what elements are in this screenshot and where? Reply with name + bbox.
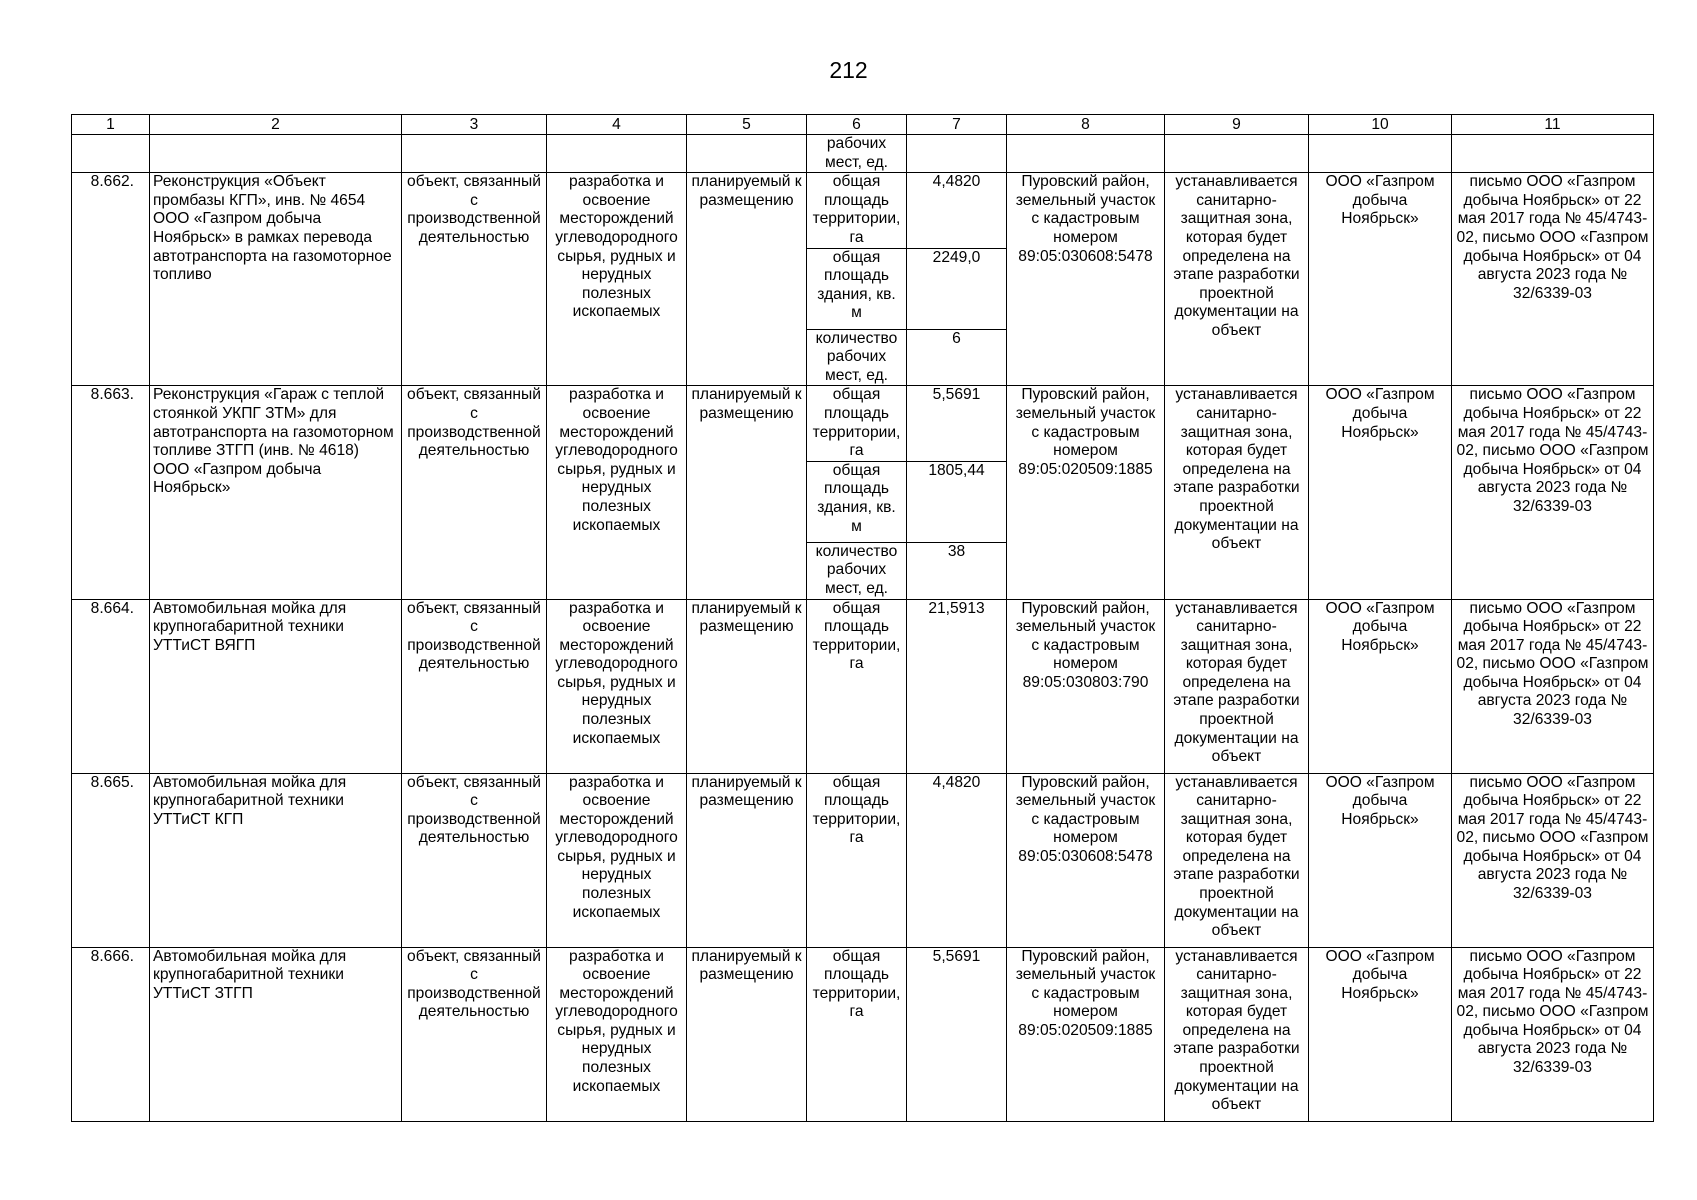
object-type: объект, связанный с производственной деятельностью: [402, 173, 547, 386]
basis-documents: письмо ООО «Газпром добыча Ноябрьск» от 22 мая 2017 года № 45/4743-02, письмо ООО «Газпром добыча Ноябрьск» от 04 августа 2023 года № 32/6339-03: [1452, 947, 1654, 1121]
column-number: 1: [72, 115, 150, 135]
row-number: 8.664.: [72, 599, 150, 773]
sanitary-zone: устанавливается санитарно-защитная зона, которая будет определена на этапе разработки проектной документации на объект: [1165, 773, 1309, 947]
param-value: 5,5691: [907, 386, 1007, 461]
column-number: 8: [1007, 115, 1165, 135]
object-status: планируемый к размещению: [687, 773, 807, 947]
object-type: объект, связанный с производственной деятельностью: [402, 386, 547, 599]
param-value: 2249,0: [907, 248, 1007, 329]
object-location: Пуровский район, земельный участок с кадастровым номером 89:05:030608:5478: [1007, 173, 1165, 386]
column-number: 9: [1165, 115, 1309, 135]
object-owner: ООО «Газпром добыча Ноябрьск»: [1309, 947, 1452, 1121]
object-owner: ООО «Газпром добыча Ноябрьск»: [1309, 173, 1452, 386]
object-location: Пуровский район, земельный участок с кадастровым номером 89:05:020509:1885: [1007, 947, 1165, 1121]
object-owner: ООО «Газпром добыча Ноябрьск»: [1309, 386, 1452, 599]
object-purpose: разработка и освоение месторождений углеводородного сырья, рудных и нерудных полезных ископаемых: [547, 947, 687, 1121]
param-label: общая площадь территории, га: [807, 773, 907, 947]
object-name: Автомобильная мойка для крупногабаритной техники УТТиСТ ВЯГП: [150, 599, 402, 773]
table-row: [72, 173, 1654, 248]
object-location: Пуровский район, земельный участок с кадастровым номером 89:05:030803:790: [1007, 599, 1165, 773]
object-name: Автомобильная мойка для крупногабаритной техники УТТиСТ КГП: [150, 773, 402, 947]
column-number: 5: [687, 115, 807, 135]
param-value: 5,5691: [907, 947, 1007, 1121]
table-cell: [402, 135, 547, 173]
param-value: 38: [907, 542, 1007, 599]
sanitary-zone: устанавливается санитарно-защитная зона, которая будет определена на этапе разработки проектной документации на объект: [1165, 386, 1309, 599]
object-purpose: разработка и освоение месторождений углеводородного сырья, рудных и нерудных полезных ископаемых: [547, 599, 687, 773]
basis-documents: письмо ООО «Газпром добыча Ноябрьск» от 22 мая 2017 года № 45/4743-02, письмо ООО «Газпром добыча Ноябрьск» от 04 августа 2023 года № 32/6339-03: [1452, 599, 1654, 773]
basis-documents: письмо ООО «Газпром добыча Ноябрьск» от 22 мая 2017 года № 45/4743-02, письмо ООО «Газпром добыча Ноябрьск» от 04 августа 2023 года № 32/6339-03: [1452, 386, 1654, 599]
object-name: Реконструкция «Объект промбазы КГП», инв. № 4654 ООО «Газпром добыча Ноябрьск» в рамках перевода автотранспорта на газомоторное топливо: [150, 173, 402, 386]
param-label: рабочих мест, ед.: [807, 135, 907, 173]
table-cell: [150, 135, 402, 173]
param-value: 4,4820: [907, 773, 1007, 947]
table-row: [72, 386, 1654, 461]
param-label: количество рабочих мест, ед.: [807, 329, 907, 386]
param-label: общая площадь здания, кв. м: [807, 248, 907, 329]
column-number: 3: [402, 115, 547, 135]
table-cell: [1309, 135, 1452, 173]
sanitary-zone: устанавливается санитарно-защитная зона, которая будет определена на этапе разработки проектной документации на объект: [1165, 947, 1309, 1121]
basis-documents: письмо ООО «Газпром добыча Ноябрьск» от 22 мая 2017 года № 45/4743-02, письмо ООО «Газпром добыча Ноябрьск» от 04 августа 2023 года № 32/6339-03: [1452, 173, 1654, 386]
param-label: общая площадь территории, га: [807, 386, 907, 461]
column-number: 10: [1309, 115, 1452, 135]
row-number: 8.665.: [72, 773, 150, 947]
table-cell: [1007, 135, 1165, 173]
table-body: [72, 115, 1654, 1122]
object-owner: ООО «Газпром добыча Ноябрьск»: [1309, 599, 1452, 773]
column-number: 11: [1452, 115, 1654, 135]
table-cell: [687, 135, 807, 173]
column-number: 7: [907, 115, 1007, 135]
param-label: общая площадь здания, кв. м: [807, 461, 907, 542]
table-cell: [72, 135, 150, 173]
param-label: общая площадь территории, га: [807, 173, 907, 248]
object-status: планируемый к размещению: [687, 599, 807, 773]
object-purpose: разработка и освоение месторождений углеводородного сырья, рудных и нерудных полезных ископаемых: [547, 386, 687, 599]
planned-objects-table: [71, 114, 1654, 1122]
column-number: 4: [547, 115, 687, 135]
row-number: 8.662.: [72, 173, 150, 386]
column-number: 2: [150, 115, 402, 135]
page-number: 212: [829, 57, 868, 83]
object-type: объект, связанный с производственной деятельностью: [402, 599, 547, 773]
param-value: 21,5913: [907, 599, 1007, 773]
table-cell: [1452, 135, 1654, 173]
param-label: количество рабочих мест, ед.: [807, 542, 907, 599]
table-cell: [1165, 135, 1309, 173]
object-name: Автомобильная мойка для крупногабаритной техники УТТиСТ ЗТГП: [150, 947, 402, 1121]
object-type: объект, связанный с производственной деятельностью: [402, 947, 547, 1121]
table-row: [72, 947, 1654, 1121]
row-number: 8.663.: [72, 386, 150, 599]
object-location: Пуровский район, земельный участок с кадастровым номером 89:05:020509:1885: [1007, 386, 1165, 599]
object-type: объект, связанный с производственной деятельностью: [402, 773, 547, 947]
object-purpose: разработка и освоение месторождений углеводородного сырья, рудных и нерудных полезных ископаемых: [547, 773, 687, 947]
object-owner: ООО «Газпром добыча Ноябрьск»: [1309, 773, 1452, 947]
table-cell: [907, 135, 1007, 173]
object-status: планируемый к размещению: [687, 173, 807, 386]
object-name: Реконструкция «Гараж с теплой стоянкой УКПГ ЗТМ» для автотранспорта на газомоторном топливе ЗТГП (инв. № 4618) ООО «Газпром добыча Ноябрьск»: [150, 386, 402, 599]
param-value: 6: [907, 329, 1007, 386]
param-value: 4,4820: [907, 173, 1007, 248]
table-row: [72, 773, 1654, 947]
sanitary-zone: устанавливается санитарно-защитная зона, которая будет определена на этапе разработки проектной документации на объект: [1165, 599, 1309, 773]
table-cell: [547, 135, 687, 173]
basis-documents: письмо ООО «Газпром добыча Ноябрьск» от 22 мая 2017 года № 45/4743-02, письмо ООО «Газпром добыча Ноябрьск» от 04 августа 2023 года № 32/6339-03: [1452, 773, 1654, 947]
object-status: планируемый к размещению: [687, 386, 807, 599]
table-row: [72, 599, 1654, 773]
object-status: планируемый к размещению: [687, 947, 807, 1121]
column-number-row: [72, 115, 1654, 135]
param-label: общая площадь территории, га: [807, 947, 907, 1121]
column-number: 6: [807, 115, 907, 135]
sanitary-zone: устанавливается санитарно-защитная зона, которая будет определена на этапе разработки проектной документации на объект: [1165, 173, 1309, 386]
object-location: Пуровский район, земельный участок с кадастровым номером 89:05:030608:5478: [1007, 773, 1165, 947]
continuation-row: [72, 135, 1654, 173]
object-purpose: разработка и освоение месторождений углеводородного сырья, рудных и нерудных полезных ископаемых: [547, 173, 687, 386]
param-label: общая площадь территории, га: [807, 599, 907, 773]
row-number: 8.666.: [72, 947, 150, 1121]
param-value: 1805,44: [907, 461, 1007, 542]
